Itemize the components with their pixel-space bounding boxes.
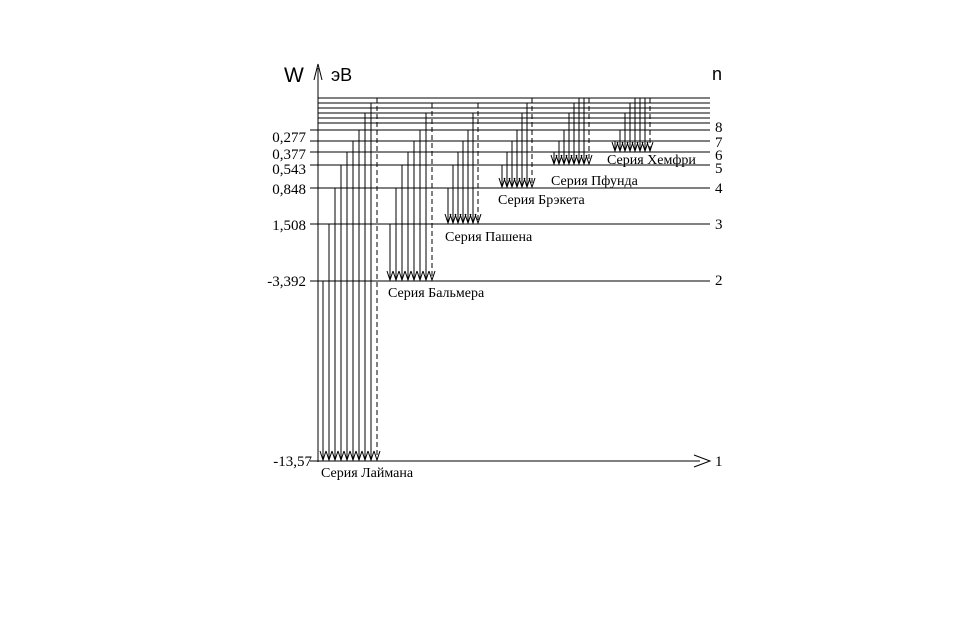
- level-number-3: 3: [715, 217, 723, 233]
- level-number-7: 7: [715, 135, 723, 151]
- level-number-2: 2: [715, 273, 723, 289]
- energy-label-n4: 0,848: [272, 182, 306, 198]
- energy-axis-symbol: W: [284, 64, 304, 87]
- energy-label-n5: 0,543: [272, 162, 306, 178]
- level-number-5: 5: [715, 161, 723, 177]
- energy-axis-unit: эВ: [331, 65, 353, 85]
- series-label-lyman: Серия Лаймана: [321, 466, 414, 481]
- series-label-humphreys: Серия Хемфри: [607, 153, 696, 168]
- series-label-paschen: Серия Пашена: [445, 230, 533, 245]
- transitions-series-3: [445, 103, 481, 223]
- transitions-series-6: [612, 98, 653, 151]
- series-label-balmer: Серия Бальмера: [388, 286, 485, 301]
- level-number-8: 8: [715, 120, 723, 136]
- series-label-brackett: Серия Брэкета: [498, 193, 585, 208]
- series-label-pfund: Серия Пфунда: [551, 174, 638, 189]
- energy-label-n6: 0,377: [272, 147, 306, 163]
- level-number-1: 1: [715, 454, 723, 470]
- energy-label-n7: 0,277: [272, 130, 306, 146]
- n-axis-symbol: n: [712, 64, 723, 84]
- energy-label-n3: 1,508: [272, 218, 306, 234]
- transitions-series-4: [499, 98, 535, 187]
- level-number-6: 6: [715, 148, 723, 164]
- level-number-4: 4: [715, 181, 723, 197]
- energy-label-n1: -13,57: [273, 454, 312, 470]
- energy-label-n2: -3,392: [267, 274, 306, 290]
